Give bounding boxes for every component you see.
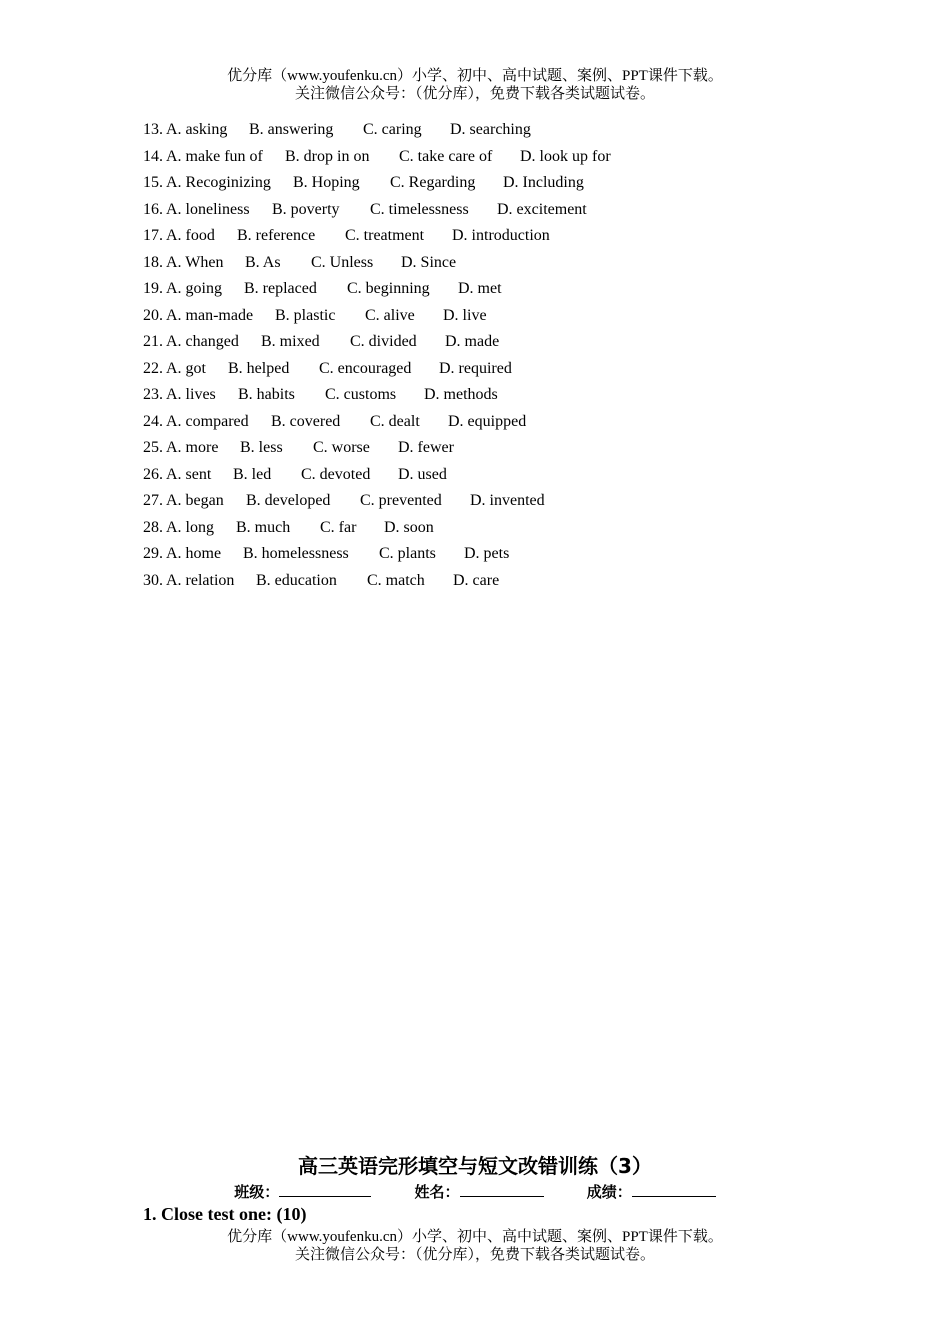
option-c: C. devoted bbox=[301, 465, 371, 483]
option-c: C. Regarding bbox=[390, 174, 476, 191]
option-d: D. pets bbox=[464, 545, 510, 562]
option-c: C. treatment bbox=[345, 227, 425, 244]
option-a: A. changed bbox=[166, 333, 239, 350]
option-a: A. asking bbox=[166, 121, 228, 138]
option-b: B. Hoping bbox=[293, 174, 360, 191]
question-number: 17. bbox=[143, 227, 163, 244]
option-c: C. divided bbox=[350, 333, 417, 350]
option-b: B. education bbox=[256, 571, 337, 589]
option-d: D. look up for bbox=[520, 147, 611, 165]
question-number: 28. bbox=[143, 518, 163, 536]
score-label: 成绩： bbox=[586, 1183, 632, 1201]
option-d: D. soon bbox=[384, 518, 434, 536]
option-d: D. made bbox=[445, 333, 500, 350]
option-a: A. loneliness bbox=[166, 200, 250, 218]
option-b: B. led bbox=[233, 465, 272, 483]
option-b: B. developed bbox=[246, 492, 331, 509]
option-a: A. home bbox=[166, 545, 222, 562]
question-number: 25. bbox=[143, 439, 163, 456]
option-b: B. covered bbox=[271, 412, 341, 430]
option-b: B. less bbox=[240, 439, 283, 456]
option-c: C. plants bbox=[379, 545, 436, 562]
question-number: 26. bbox=[143, 465, 163, 483]
question-number: 20. bbox=[143, 306, 163, 324]
option-d: D. Including bbox=[503, 174, 584, 191]
option-b: B. As bbox=[245, 253, 281, 271]
question-number: 16. bbox=[143, 200, 163, 218]
option-c: C. beginning bbox=[347, 280, 430, 297]
name-label: 姓名： bbox=[414, 1183, 460, 1201]
option-a: A. man-made bbox=[166, 306, 254, 324]
question-number: 15. bbox=[143, 174, 163, 191]
option-a: A. make fun of bbox=[166, 147, 263, 165]
option-d: D. required bbox=[439, 359, 512, 377]
option-a: A. Recoginizing bbox=[166, 174, 271, 191]
option-b: B. reference bbox=[237, 227, 316, 244]
option-b: B. replaced bbox=[244, 280, 317, 297]
option-c: C. prevented bbox=[360, 492, 442, 509]
class-blank[interactable] bbox=[279, 1180, 371, 1197]
question-number: 18. bbox=[143, 253, 163, 271]
question-number: 30. bbox=[143, 571, 163, 589]
score-blank[interactable] bbox=[632, 1180, 716, 1197]
class-field bbox=[234, 1180, 371, 1202]
header-line-2: 关注微信公众号：（优分库），免费下载各类试题试卷。 bbox=[294, 86, 655, 102]
question-number: 22. bbox=[143, 359, 163, 377]
page-footer bbox=[0, 1228, 950, 1264]
section-heading: 1. Close test one: (10) bbox=[143, 1204, 307, 1224]
option-c: C. alive bbox=[365, 306, 415, 324]
footer-line-1: 优分库（www.youfenku.cn）小学、初中、高中试题、案例、PPT课件下载。 bbox=[227, 1229, 723, 1245]
exam-title: 高三英语完形填空与短文改错训练（3） bbox=[298, 1154, 652, 1178]
option-c: C. worse bbox=[313, 439, 370, 456]
option-c: C. customs bbox=[325, 386, 397, 403]
question-number: 23. bbox=[143, 386, 163, 403]
option-a: A. got bbox=[166, 359, 206, 377]
option-a: A. food bbox=[166, 227, 215, 244]
option-b: B. poverty bbox=[272, 200, 340, 218]
option-b: B. much bbox=[236, 518, 291, 536]
option-d: D. searching bbox=[450, 121, 531, 138]
page-header bbox=[0, 67, 950, 103]
option-b: B. answering bbox=[249, 121, 334, 138]
option-c: C. timelessness bbox=[370, 200, 469, 218]
option-d: D. care bbox=[453, 571, 500, 589]
option-a: A. lives bbox=[166, 386, 216, 403]
option-d: D. invented bbox=[470, 492, 545, 509]
option-b: B. homelessness bbox=[243, 545, 349, 562]
option-c: C. Unless bbox=[311, 253, 374, 271]
question-number: 19. bbox=[143, 280, 163, 297]
option-c: C. take care of bbox=[399, 147, 493, 165]
option-d: D. Since bbox=[401, 253, 457, 271]
option-d: D. used bbox=[398, 465, 447, 483]
option-a: A. compared bbox=[166, 412, 249, 430]
question-number: 24. bbox=[143, 412, 163, 430]
option-c: C. match bbox=[367, 571, 425, 589]
option-d: D. excitement bbox=[497, 200, 587, 218]
option-b: B. helped bbox=[228, 359, 290, 377]
option-a: A. began bbox=[166, 492, 224, 509]
option-b: B. drop in on bbox=[285, 147, 370, 165]
question-number: 27. bbox=[143, 492, 163, 509]
footer-line-2: 关注微信公众号：（优分库），免费下载各类试题试卷。 bbox=[294, 1247, 655, 1263]
option-b: B. mixed bbox=[261, 333, 320, 350]
option-a: A. sent bbox=[166, 465, 212, 483]
option-a: A. relation bbox=[166, 571, 235, 589]
option-d: D. equipped bbox=[448, 412, 527, 430]
name-field bbox=[414, 1180, 543, 1202]
option-c: C. caring bbox=[363, 121, 422, 138]
question-number: 29. bbox=[143, 545, 163, 562]
option-d: D. fewer bbox=[398, 439, 454, 456]
option-a: A. more bbox=[166, 439, 219, 456]
student-info-fields bbox=[0, 1180, 950, 1202]
question-number: 13. bbox=[143, 121, 163, 138]
option-d: D. introduction bbox=[452, 227, 550, 244]
class-label: 班级： bbox=[234, 1183, 280, 1201]
option-a: A. going bbox=[166, 280, 222, 297]
option-c: C. encouraged bbox=[319, 359, 412, 377]
question-number: 14. bbox=[143, 147, 163, 165]
option-d: D. met bbox=[458, 280, 502, 297]
score-field bbox=[587, 1180, 716, 1202]
option-c: C. far bbox=[320, 518, 357, 536]
header-line-1: 优分库（www.youfenku.cn）小学、初中、高中试题、案例、PPT课件下载。 bbox=[227, 68, 723, 84]
option-d: D. methods bbox=[424, 386, 498, 403]
option-b: B. plastic bbox=[275, 306, 336, 324]
option-a: A. long bbox=[166, 518, 214, 536]
name-blank[interactable] bbox=[460, 1180, 544, 1197]
option-c: C. dealt bbox=[370, 412, 420, 430]
option-d: D. live bbox=[443, 306, 487, 324]
option-a: A. When bbox=[166, 253, 224, 271]
question-number: 21. bbox=[143, 333, 163, 350]
option-b: B. habits bbox=[238, 386, 295, 403]
